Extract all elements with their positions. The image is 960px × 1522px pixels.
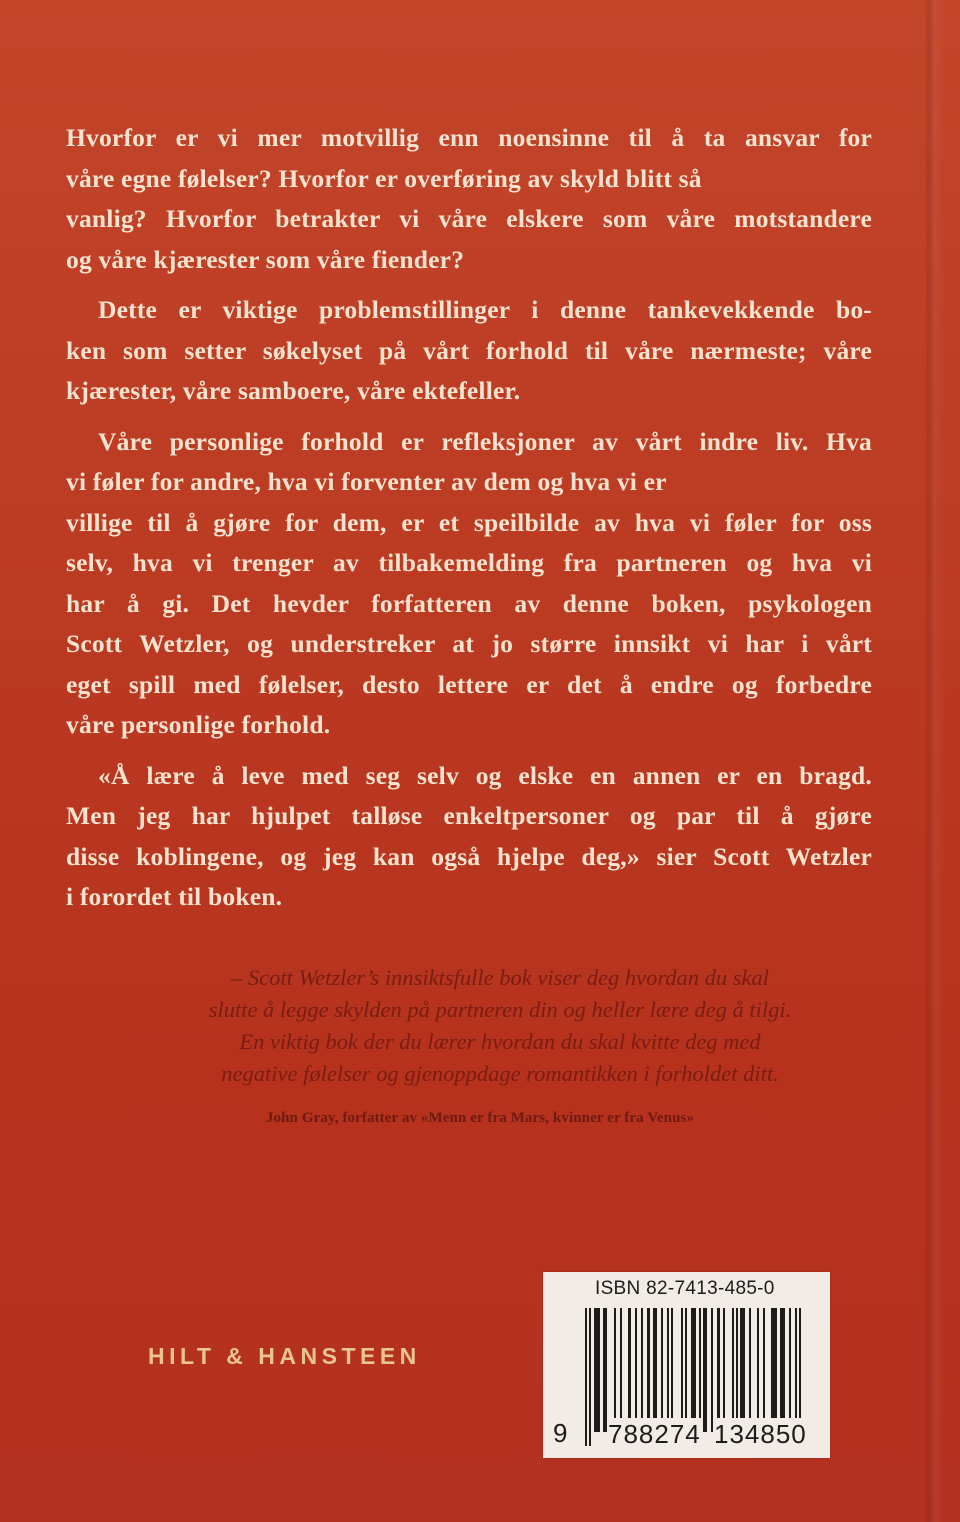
paragraph-3: [66, 422, 872, 746]
text-line: Våre personlige forhold er refleksjoner av vårt indre liv. Hva: [98, 426, 872, 456]
ean-first-digit: 9: [553, 1418, 568, 1448]
ean-right-digits: 134850: [714, 1419, 807, 1449]
text-line: disse koblingene, og jeg kan også hjelpe deg,» sier Scott Wetzler: [66, 841, 872, 871]
ean-left-digits: 788274: [608, 1419, 701, 1449]
text-line: våre egne følelser? Hvorfor er overføring av skyld blitt så: [66, 163, 702, 193]
text-line: Scott Wetzler, og understreker at jo større innsikt vi har i vårt: [66, 629, 872, 658]
paragraph-4: [66, 756, 872, 918]
text-line: og våre kjærester som våre fiender?: [66, 244, 465, 274]
text-line: villige til å gjøre for dem, er et speilbilde av hva vi føler for oss: [66, 507, 872, 537]
isbn-barcode-label: [543, 1272, 830, 1458]
text-line: ken som setter søkelyset på vårt forhold til våre nærmeste; våre: [66, 335, 872, 365]
text-line: Dette er viktige problemstillinger i denne tankevekkende bo-: [98, 295, 872, 324]
text-line: har å gi. Det hevder forfatteren av denne boken, psykologen: [66, 588, 872, 618]
review-blurb: [120, 962, 880, 1090]
publisher-logo: HILT & HANSTEEN: [148, 1343, 421, 1369]
text-line: «Å lære å leve med seg selv og elske en annen er en bragd.: [98, 760, 872, 790]
paragraph-2: [66, 290, 872, 412]
blurb-line: – Scott Wetzler’s innsiktsfulle bok viser deg hvordan du skal: [230, 965, 770, 990]
text-line: vi føler for andre, hva vi forventer av dem og hva vi er: [66, 467, 667, 496]
blurb-line: negative følelser og gjenoppdage romantikken i forholdet ditt.: [221, 1061, 779, 1086]
blurb-line: slutte å legge skylden på partneren din og heller lære deg å tilgi.: [208, 997, 792, 1022]
description-text: [66, 118, 872, 928]
text-line: kjærester, våre samboere, våre ektefeller.: [66, 376, 521, 405]
isbn-text: ISBN 82-7413-485-0: [595, 1278, 775, 1299]
text-line: selv, hva vi trenger av tilbakemelding fra partneren og hva vi: [66, 548, 872, 577]
text-line: våre personlige forhold.: [66, 710, 331, 739]
text-line: eget spill med følelser, desto lettere er det å endre og forbedre: [66, 669, 872, 699]
text-line: i forordet til boken.: [66, 882, 283, 911]
blurb-attribution: John Gray, forfatter av «Menn er fra Mars, kvinner er fra Venus»: [265, 1110, 695, 1126]
paragraph-1: [66, 118, 872, 280]
text-line: Hvorfor er vi mer motvillig enn noensinne til å ta ansvar for: [66, 123, 872, 152]
text-line: Men jeg har hjulpet talløse enkeltpersoner og par til å gjøre: [66, 801, 872, 830]
blurb-line: En viktig bok der du lærer hvordan du skal kvitte deg med: [239, 1029, 761, 1054]
text-line: vanlig? Hvorfor betrakter vi våre elskere som våre motstandere: [66, 204, 872, 233]
